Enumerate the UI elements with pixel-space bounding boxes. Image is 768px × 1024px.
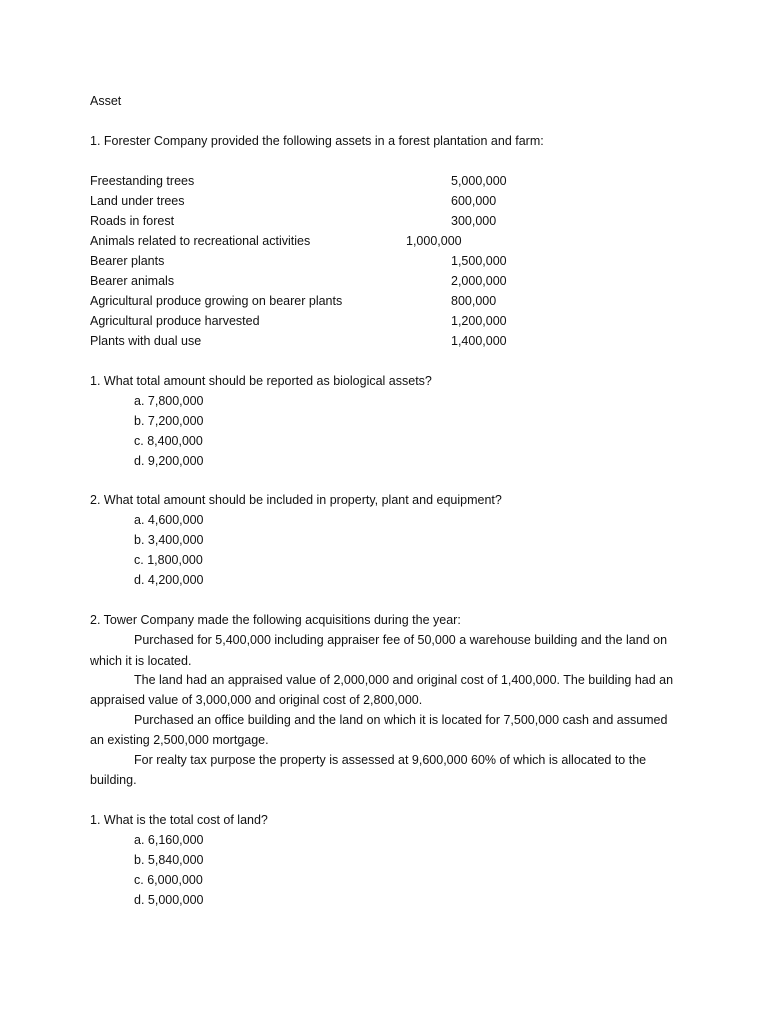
asset-label: Bearer plants [90,254,165,268]
asset-label: Agricultural produce growing on bearer plants [90,294,343,308]
answer-choice: d. 5,000,000 [134,893,204,907]
answer-choice: a. 4,600,000 [134,513,204,527]
asset-amount: 800,000 [451,294,497,308]
paragraph-line: Purchased for 5,400,000 including appraiser fee of 50,000 a warehouse building and the land on [134,633,668,647]
paragraph-line: The land had an appraised value of 2,000,000 and original cost of 1,400,000. The building had an [134,673,674,687]
asset-label: Animals related to recreational activities [90,234,311,248]
asset-amount: 1,500,000 [451,254,507,268]
asset-amount: 5,000,000 [451,174,507,188]
problem2-intro: 2. Tower Company made the following acquisitions during the year: [90,613,461,627]
question-text: 1. What total amount should be reported as biological assets? [90,374,432,388]
page-heading: Asset [90,94,122,108]
asset-amount: 2,000,000 [451,274,507,288]
answer-choice: b. 5,840,000 [134,853,204,867]
answer-choice: d. 9,200,000 [134,454,204,468]
answer-choice: a. 7,800,000 [134,394,204,408]
paragraph-line: For realty tax purpose the property is assessed at 9,600,000 60% of which is allocated to the [134,753,647,767]
asset-amount: 1,200,000 [451,314,507,328]
paragraph-line: appraised value of 3,000,000 and original cost of 2,800,000. [90,693,423,707]
answer-choice: c. 1,800,000 [134,553,203,567]
asset-amount: 600,000 [451,194,497,208]
paragraph-line: Purchased an office building and the land on which it is located for 7,500,000 cash and assumed [134,713,668,727]
asset-label: Roads in forest [90,214,175,228]
problem1-intro: 1. Forester Company provided the following assets in a forest plantation and farm: [90,134,544,148]
paragraph-line: which it is located. [90,654,192,668]
asset-amount: 1,000,000 [406,234,462,248]
paragraph-line: building. [90,773,137,787]
answer-choice: b. 3,400,000 [134,533,204,547]
question-text: 1. What is the total cost of land? [90,813,268,827]
answer-choice: c. 8,400,000 [134,434,203,448]
question-text: 2. What total amount should be included in property, plant and equipment? [90,493,502,507]
asset-label: Agricultural produce harvested [90,314,260,328]
answer-choice: c. 6,000,000 [134,873,203,887]
asset-label: Plants with dual use [90,334,202,348]
asset-label: Bearer animals [90,274,175,288]
answer-choice: b. 7,200,000 [134,414,204,428]
asset-label: Freestanding trees [90,174,195,188]
asset-label: Land under trees [90,194,185,208]
paragraph-line: an existing 2,500,000 mortgage. [90,733,269,747]
answer-choice: a. 6,160,000 [134,833,204,847]
asset-amount: 1,400,000 [451,334,507,348]
asset-amount: 300,000 [451,214,497,228]
answer-choice: d. 4,200,000 [134,573,204,587]
